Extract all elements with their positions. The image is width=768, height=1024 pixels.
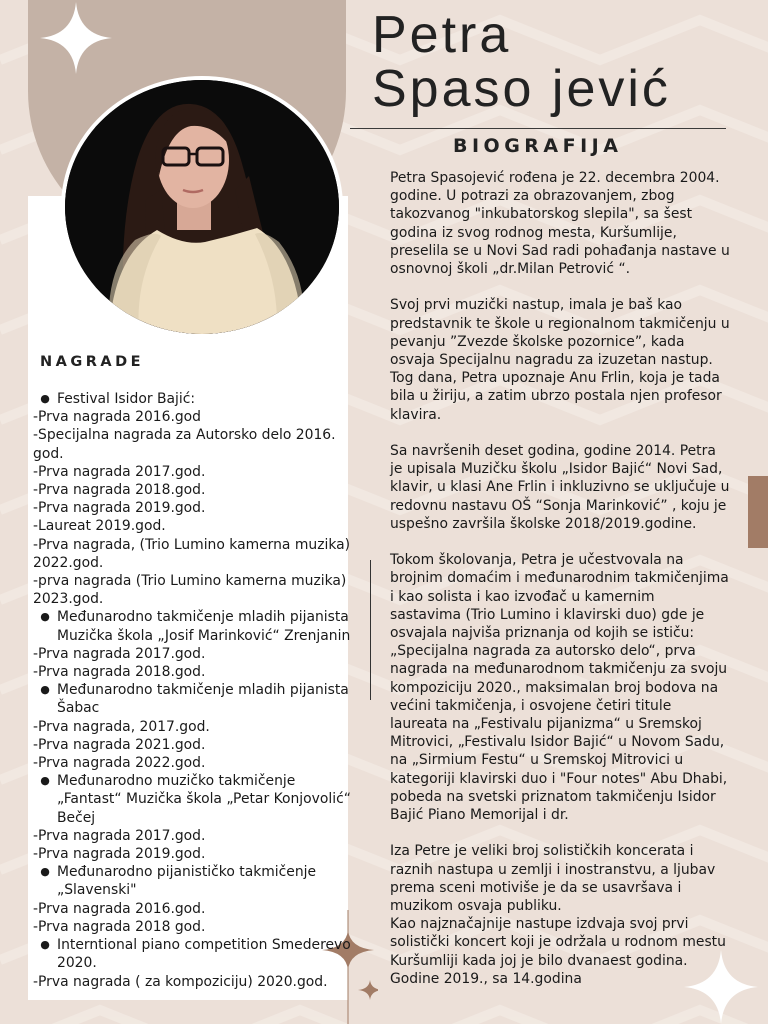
- title-last-name: Spaso jević: [372, 60, 671, 118]
- award-category: [33, 390, 351, 408]
- bullet-icon: ●: [40, 865, 50, 879]
- award-category-label: Festival Isidor Bajić:: [57, 391, 196, 407]
- bullet-icon: ●: [40, 774, 50, 788]
- bullet-icon: ●: [40, 683, 50, 697]
- award-entry: -Prva nagrada, 2017.god.: [33, 718, 210, 735]
- award-category-label: Međunarodno takmičenje mladih pijanista Muzička škola „Josif Marinković“ Zrenjanin: [57, 609, 351, 644]
- biography-text: [390, 169, 730, 988]
- title-divider: [350, 128, 726, 129]
- award-category-label: Međunarodno pijanističko takmičenje „Slavenski": [57, 864, 317, 899]
- profile-photo: [61, 76, 343, 338]
- award-entry: -Prva nagrada 2017.god.: [33, 463, 206, 480]
- awards-heading: NAGRADE: [40, 354, 145, 370]
- award-category-label: Međunarodno takmičenje mladih pijanista Šabac: [57, 682, 349, 717]
- bullet-icon: ●: [40, 392, 50, 405]
- page-title: [372, 8, 671, 116]
- award-entry: -Prva nagrada 2019.god.: [33, 846, 206, 863]
- bio-paragraph: Kao najznačajnije nastupe izdvaja svoj prvi solistički koncert koji je održala u rodnom mestu Kuršumliji kada joj je bilo dvanaest godina. Godine 2019., sa 14.godina: [390, 916, 726, 987]
- award-entry: -Prva nagrada 2017.god.: [33, 827, 206, 844]
- vertical-divider: [370, 560, 371, 700]
- award-entry: -Prva nagrada 2022.god.: [33, 755, 206, 772]
- award-entry: -Prva nagrada, (Trio Lumino kamerna muzika) 2022.god.: [33, 536, 351, 571]
- bio-paragraph: Tokom školovanja, Petra je učestvovala na brojnim domaćim i međunarodnim takmičenjima i kao solista i kao izvođač u kamernim sastavima (Trio Lumino i klavirski duo) gde je osvajala najviša priznanja od kojih se ističu: „Specijalna nagrada za autorsko delo“, prva nagrada na međunarodnom takmičenju za svoju kompoziciju 2020., maksimalan broj bodova na većini takmičenja, i osvojene četiri titule laureata na „Festivalu pijanizma“ u Sremskoj Mitrovici, „Festivalu Isidor Bajić“ u Novom Sadu, na „Sirmium Festu“ u Sremskoj Mitrovici u kategoriji klavirski duo i "Four notes" Abu Dhabi, pobeda na svetski priznatom takmičenju Isidor Bajić Piano Memorijal i dr.: [390, 552, 729, 824]
- award-category-label: Međunarodno muzičko takmičenje „Fantast“ Muzička škola „Petar Konjovolić“ Bečej: [57, 773, 351, 826]
- award-entry: -Prva nagrada 2018.god.: [33, 664, 206, 681]
- award-entry: -Prva nagrada ( za kompoziciju) 2020.god.: [33, 973, 328, 990]
- bullet-icon: ●: [40, 938, 50, 952]
- award-entry: -Prva nagrada 2017.god.: [33, 645, 206, 662]
- award-entry: -Prva nagrada 2018.god.: [33, 482, 206, 499]
- bio-paragraph: Svoj prvi muzički nastup, imala je baš kao predstavnik te škole u regionalnom takmičenju u pevanju ”Zvezde školske pozornice”, kada osvaja Specijalnu nagradu za izuzetan nastup. Tog dana, Petra upoznaje Anu Frlin, koja je tada bila u žiriju, a zatim ubrzo postala njen profesor klavira.: [390, 297, 730, 423]
- bullet-icon: ●: [40, 610, 50, 624]
- award-entry: -Specijalna nagrada za Autorsko delo 2016. god.: [33, 427, 336, 462]
- award-category: [33, 772, 351, 827]
- award-entry: -Prva nagrada 2018 god.: [33, 918, 206, 935]
- award-category: [33, 936, 351, 972]
- biography-heading: BIOGRAFIJA: [453, 135, 623, 157]
- award-category: [33, 681, 351, 717]
- award-entry: -prva nagrada (Trio Lumino kamerna muzika) 2023.god.: [33, 573, 347, 608]
- award-entry: -Laureat 2019.god.: [33, 518, 166, 535]
- award-entry: -Prva nagrada 2016.god.: [33, 900, 206, 917]
- accent-bar: [748, 476, 768, 548]
- bio-paragraph: Petra Spasojević rođena je 22. decembra 2004. godine. U potrazi za obrazovanjem, zbog takozvanog "inkubatorskog slepila", sa šest godina iz svog rodnog mesta, Kuršumlije, preselila se u Novi Sad radi pohađanja nastave u osnovnoj školi „dr.Milan Petrović “.: [390, 170, 730, 278]
- award-entry: -Prva nagrada 2016.god: [33, 409, 202, 426]
- bio-paragraph: Sa navršenih deset godina, godine 2014. Petra je upisala Muzičku školu „Isidor Bajić“ Novi Sad, klavir, u klasi Ane Frlin i inkluzivno se uključuje u redovnu nastavu OŠ “Sonja Marinković” , koju je uspešno završila školske 2018/2019.godine.: [390, 443, 730, 532]
- award-entry: -Prva nagrada 2021.god.: [33, 736, 206, 753]
- bio-paragraph: Iza Petre je veliki broj solističkih koncerata i raznih nastupa u zemlji i inostranstvu, a ljubav prema sceni motiviše je da se usavršava i muzikom osvaja publiku.: [390, 843, 716, 915]
- sparkle-star-icon: [40, 2, 112, 74]
- title-first-name: Petra: [372, 6, 512, 64]
- award-category-label: Interntional piano competition Smederevo 2020.: [57, 937, 351, 972]
- award-entry: -Prva nagrada 2019.god.: [33, 500, 206, 517]
- award-category: [33, 863, 351, 899]
- award-category: [33, 608, 351, 644]
- awards-list: [33, 390, 351, 991]
